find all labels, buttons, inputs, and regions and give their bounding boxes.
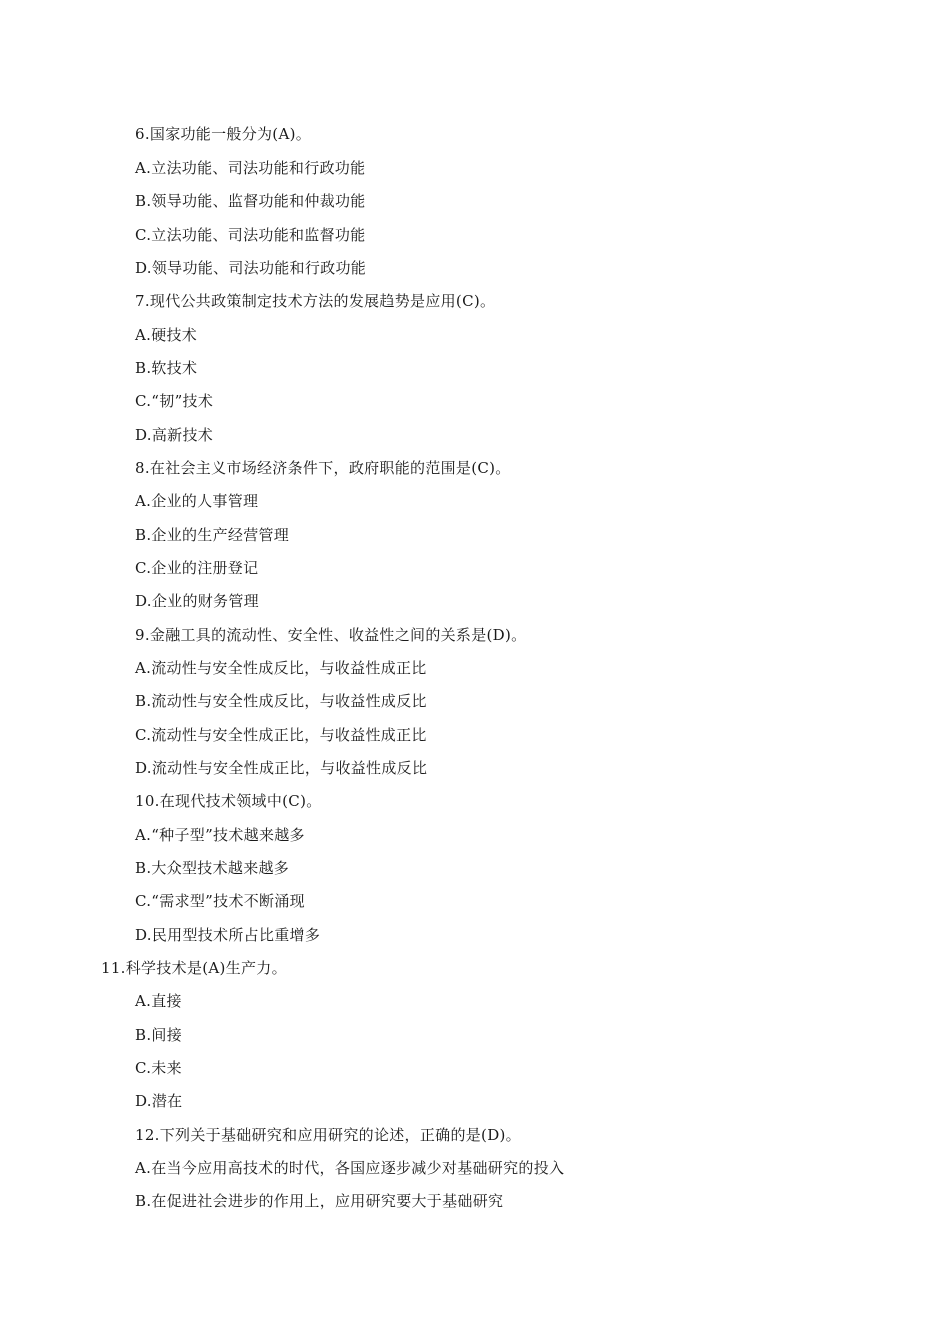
question-7: 7.现代公共政策制定技术方法的发展趋势是应用(C)。 [135,292,496,310]
question-7-option-b: B.软技术 [135,359,198,377]
question-8: 8.在社会主义市场经济条件下，政府职能的范围是(C)。 [135,459,511,477]
question-11-option-a: A.直接 [135,992,182,1010]
question-6-option-a: A.立法功能、司法功能和行政功能 [135,159,366,177]
question-12-option-a: A.在当今应用高技术的时代，各国应逐步减少对基础研究的投入 [135,1159,565,1177]
question-10-option-d: D.民用型技术所占比重增多 [135,926,321,944]
question-10-option-c: C.“需求型”技术不断涌现 [135,892,305,910]
question-9-option-d: D.流动性与安全性成正比，与收益性成反比 [135,759,428,777]
question-10-option-b: B.大众型技术越来越多 [135,859,290,877]
question-7-option-c: C.“韧”技术 [135,392,214,410]
question-8-option-b: B.企业的生产经营管理 [135,526,290,544]
question-10-option-a: A.“种子型”技术越来越多 [135,826,305,844]
question-7-option-d: D.高新技术 [135,426,214,444]
question-6: 6.国家功能一般分为(A)。 [135,125,312,143]
question-11-option-c: C.未来 [135,1059,182,1077]
question-6-option-b: B.领导功能、监督功能和仲裁功能 [135,192,366,210]
question-12: 12.下列关于基础研究和应用研究的论述，正确的是(D)。 [135,1126,521,1144]
question-6-option-d: D.领导功能、司法功能和行政功能 [135,259,367,277]
question-8-option-a: A.企业的人事管理 [135,492,259,510]
question-9: 9.金融工具的流动性、安全性、收益性之间的关系是(D)。 [135,626,527,644]
question-9-option-c: C.流动性与安全性成正比，与收益性成正比 [135,726,427,744]
question-6-option-c: C.立法功能、司法功能和监督功能 [135,226,366,244]
question-9-option-a: A.流动性与安全性成反比，与收益性成正比 [135,659,427,677]
question-8-option-d: D.企业的财务管理 [135,592,259,610]
question-11-option-d: D.潜在 [135,1092,183,1110]
question-10: 10.在现代技术领域中(C)。 [135,792,322,810]
question-9-option-b: B.流动性与安全性成反比，与收益性成反比 [135,692,427,710]
question-11-option-b: B.间接 [135,1026,182,1044]
question-8-option-c: C.企业的注册登记 [135,559,259,577]
question-12-option-b: B.在促进社会进步的作用上，应用研究要大于基础研究 [135,1192,504,1210]
question-7-option-a: A.硬技术 [135,326,198,344]
question-11: 11.科学技术是(A)生产力。 [101,959,287,977]
